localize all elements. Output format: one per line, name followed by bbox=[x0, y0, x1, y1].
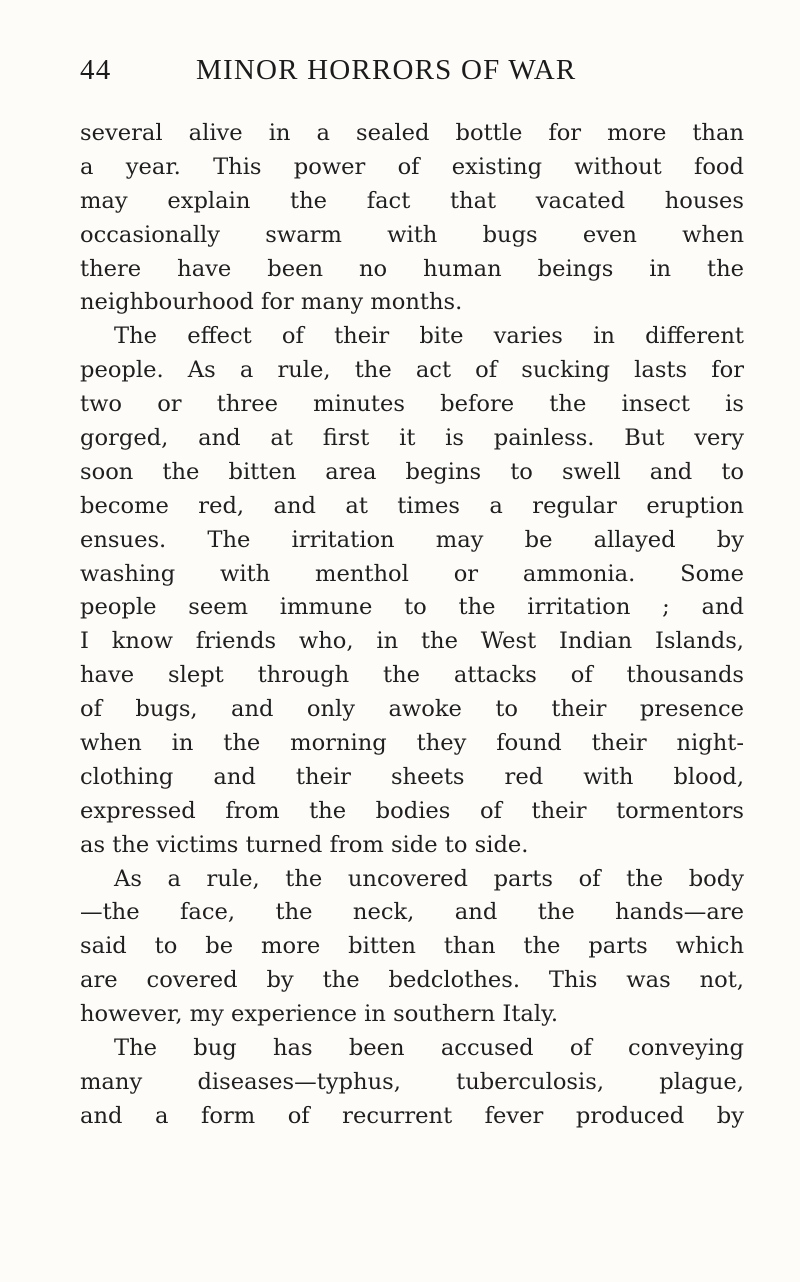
text-line: and a form of recurrent fever produced by bbox=[80, 1102, 744, 1129]
running-title: MINOR HORRORS OF WAR bbox=[196, 54, 577, 86]
text-line: there have been no human beings in the bbox=[80, 255, 744, 282]
text-line: I know friends who, in the West Indian Islands, bbox=[80, 628, 744, 655]
text-line: two or three minutes before the insect is bbox=[80, 391, 744, 418]
text-line: —the face, the neck, and the hands—are bbox=[80, 899, 744, 926]
text-line: have slept through the attacks of thousands bbox=[80, 662, 744, 689]
text-line: as the victims turned from side to side. bbox=[80, 831, 529, 858]
text-line: washing with menthol or ammonia. Some bbox=[80, 560, 744, 587]
page-number: 44 bbox=[80, 54, 112, 86]
text-line: neighbourhood for many months. bbox=[80, 289, 463, 316]
text-line: ensues. The irritation may be allayed by bbox=[80, 526, 744, 553]
text-line: said to be more bitten than the parts which bbox=[80, 933, 744, 960]
text-line: many diseases—typhus, tuberculosis, plague, bbox=[80, 1068, 744, 1095]
text-line: when in the morning they found their night- bbox=[80, 730, 744, 757]
text-line: soon the bitten area begins to swell and to bbox=[80, 458, 744, 485]
text-line: may explain the fact that vacated houses bbox=[80, 187, 744, 214]
text-line: a year. This power of existing without food bbox=[80, 153, 744, 180]
text-line: The bug has been accused of conveying bbox=[114, 1035, 744, 1062]
text-line: however, my experience in southern Italy. bbox=[80, 1001, 559, 1028]
text-line: people. As a rule, the act of sucking lasts for bbox=[80, 357, 744, 384]
text-line: gorged, and at first it is painless. But very bbox=[80, 425, 744, 452]
text-line: As a rule, the uncovered parts of the body bbox=[114, 865, 744, 892]
text-line: expressed from the bodies of their tormentors bbox=[80, 797, 744, 824]
running-head bbox=[80, 54, 740, 94]
text-line: occasionally swarm with bugs even when bbox=[80, 221, 744, 248]
text-line: of bugs, and only awoke to their presence bbox=[80, 696, 744, 723]
text-line: are covered by the bedclothes. This was not, bbox=[80, 967, 744, 994]
text-line: clothing and their sheets red with blood, bbox=[80, 763, 744, 790]
text-line: several alive in a sealed bottle for more than bbox=[80, 120, 744, 146]
text-line: people seem immune to the irritation ; and bbox=[80, 594, 744, 621]
body-text bbox=[80, 117, 744, 1134]
text-line: become red, and at times a regular eruption bbox=[80, 492, 744, 519]
text-line: The effect of their bite varies in different bbox=[114, 323, 744, 350]
